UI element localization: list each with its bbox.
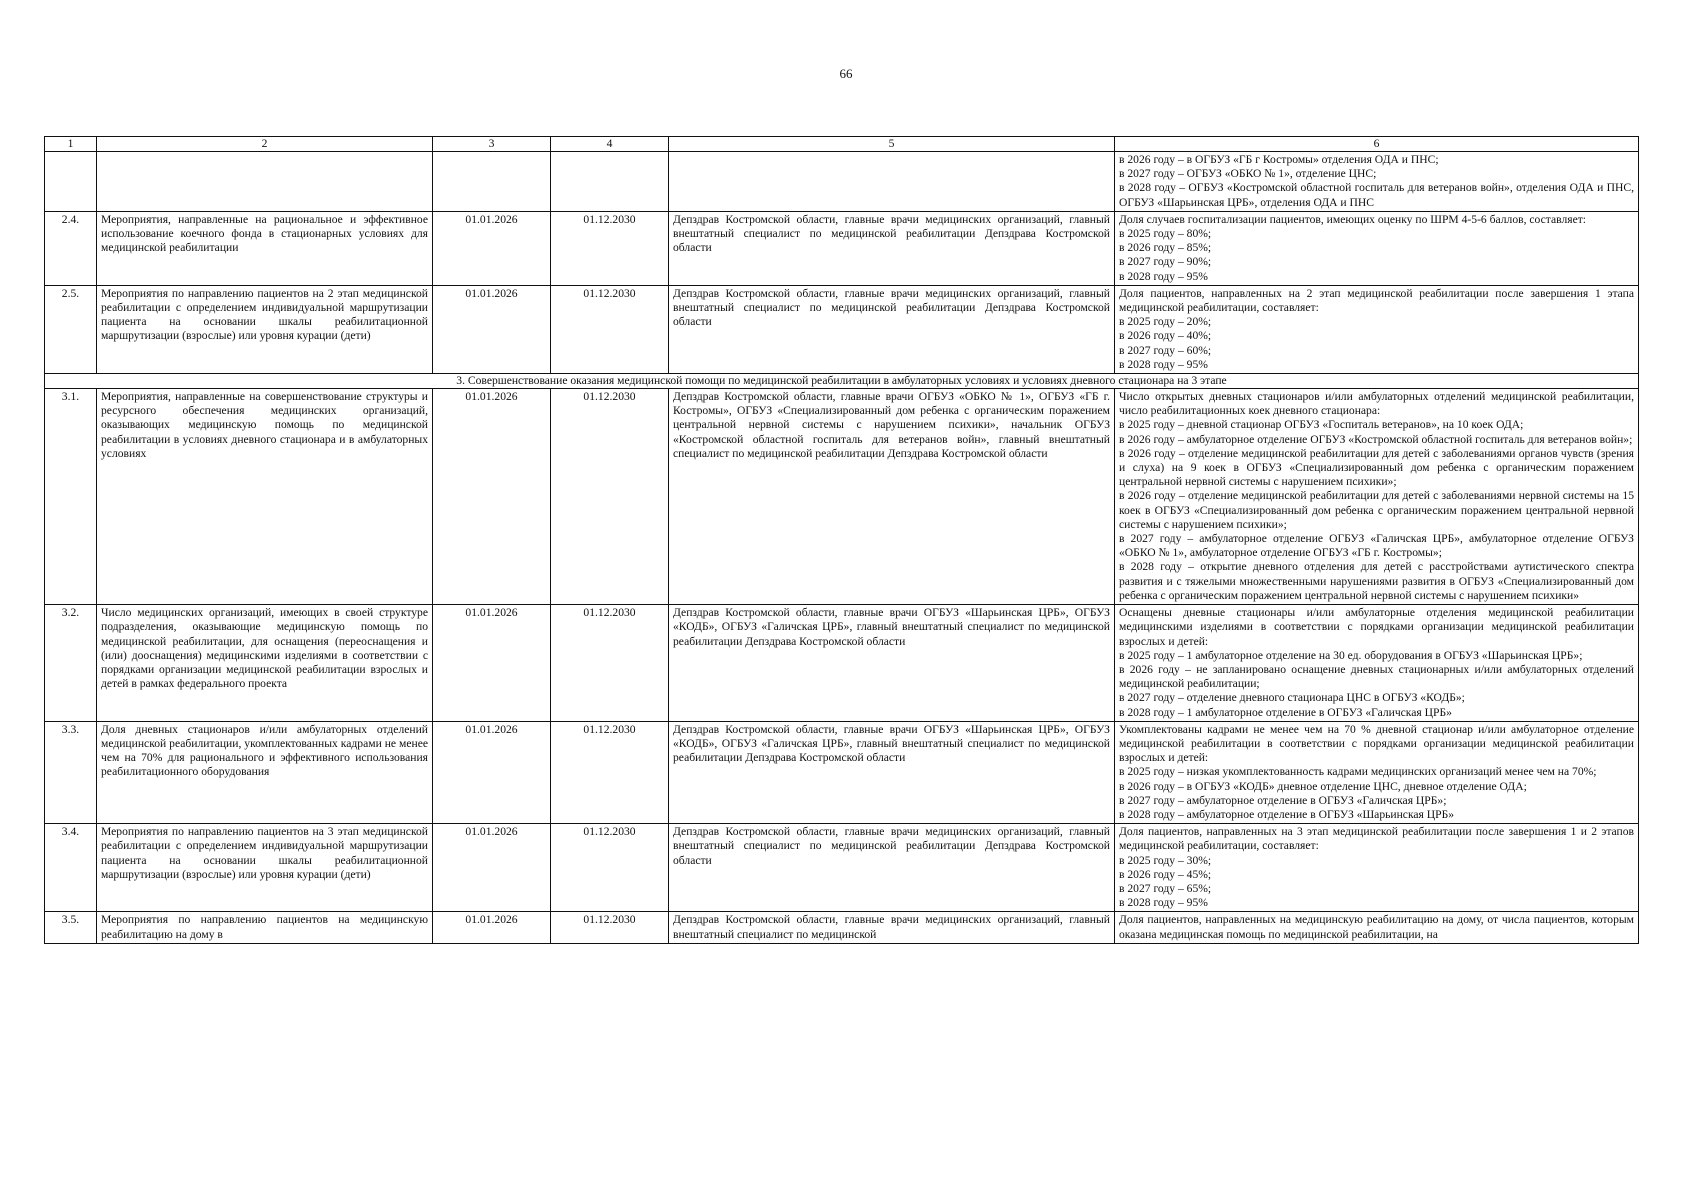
row-number-cell: 2.5. [45, 285, 97, 373]
measure-cell [97, 152, 433, 212]
result-line: в 2027 году – ОГБУЗ «ОБКО № 1», отделение ЦНС; [1119, 167, 1377, 181]
result-line: в 2026 году – не запланировано оснащение дневных стационарных и/или амбулаторных отделений медицинской реабилитации; [1119, 662, 1634, 691]
measures-table [44, 136, 1639, 944]
result-line: в 2027 году – 90%; [1119, 255, 1212, 269]
start-date-cell: 01.01.2026 [433, 824, 551, 912]
result-cell [1115, 605, 1639, 722]
start-date-cell: 01.01.2026 [433, 211, 551, 285]
header-row [45, 137, 1639, 152]
page-number: 66 [839, 66, 853, 81]
responsible-cell: Депздрав Костромской области, главные врачи медицинских организаций, главный внештатный специалист по медицинской реабилитации Депздрава Костромской области [669, 824, 1115, 912]
result-line: в 2026 году – отделение медицинской реабилитации для детей с заболеваниями органов чувств (зрения и слуха) на 9 коек в ОГБУЗ «Специализированный дом ребенка с органическим поражением центральной нервной системы с нарушением психики»; [1119, 446, 1634, 489]
result-line: в 2028 году – ОГБУЗ «Костромской областной госпиталь для ветеранов войн», отделения ОДА и ПНС, ОГБУЗ «Шарьинская ЦРБ», отделения ОДА и ПНС [1119, 181, 1634, 209]
responsible-cell: Депздрав Костромской области, главные врачи ОГБУЗ «Шарьинская ЦРБ», ОГБУЗ «КОДБ», ОГБУЗ «Галичская ЦРБ», главный внештатный специалист по медицинской реабилитации Депздрава Костромской области [669, 605, 1115, 722]
table-row [45, 605, 1639, 722]
result-line: в 2027 году – амбулаторное отделение ОГБУЗ «Галичская ЦРБ», амбулаторное отделение ОГБУЗ «ОБКО № 1», амбулаторное отделение ОГБУЗ «ГБ г. Костромы»; [1119, 532, 1634, 560]
end-date-cell [551, 152, 669, 212]
header-cell: 5 [669, 137, 1115, 152]
result-line: в 2027 году – амбулаторное отделение в ОГБУЗ «Галичская ЦРБ»; [1119, 793, 1447, 807]
result-line: Доля пациентов, направленных на 2 этап медицинской реабилитации после завершения 1 этапа медицинской реабилитации, составляет: [1119, 286, 1634, 315]
header-cell: 1 [45, 137, 97, 152]
measure-cell: Мероприятия, направленные на рациональное и эффективное использование коечного фонда в стационарных условиях для медицинской реабилитации [97, 211, 433, 285]
end-date-cell: 01.12.2030 [551, 912, 669, 943]
measure-cell: Мероприятия, направленные на совершенствование структуры и ресурсного обеспечения медицинских организаций, оказывающих медицинскую помощь по медицинской реабилитации в условиях дневного стационара и в амбулаторных условиях [97, 389, 433, 605]
result-cell [1115, 721, 1639, 823]
result-line: в 2026 году – отделение медицинской реабилитации для детей с заболеваниями нервной системы на 15 коек в ОГБУЗ «Специализированный дом ребенка с органическим поражением центральной нервной системы с нарушением психики»; [1119, 489, 1634, 531]
result-cell [1115, 824, 1639, 912]
start-date-cell: 01.01.2026 [433, 285, 551, 373]
result-line: в 2028 году – 1 амбулаторное отделение в ОГБУЗ «Галичская ЦРБ» [1119, 705, 1452, 719]
result-cell [1115, 912, 1639, 943]
result-line: в 2025 году – низкая укомплектованность кадрами медицинских организаций менее чем на 70%; [1119, 765, 1597, 779]
result-line: в 2028 году – 95% [1119, 896, 1208, 910]
measure-cell: Мероприятия по направлению пациентов на 2 этап медицинской реабилитации с определением индивидуальной маршрутизации пациента на основании шкалы реабилитационной маршрутизации (взрослые) или уровня курации (дети) [97, 285, 433, 373]
start-date-cell [433, 152, 551, 212]
row-number-cell: 3.3. [45, 721, 97, 823]
result-line: в 2027 году – 60%; [1119, 343, 1212, 357]
table-row [45, 824, 1639, 912]
result-line: Доля пациентов, направленных на 3 этап медицинской реабилитации после завершения 1 и 2 этапов медицинской реабилитации, составляет: [1119, 825, 1634, 853]
table-row [45, 285, 1639, 373]
responsible-cell: Депздрав Костромской области, главные врачи медицинских организаций, главный внештатный специалист по медицинской реабилитации Депздрава Костромской области [669, 285, 1115, 373]
table-row [45, 912, 1639, 943]
result-line: в 2026 году – 85%; [1119, 241, 1212, 255]
result-line: в 2028 году – открытие дневного отделения для детей с расстройствами аутистического спектра развития и с тяжелыми множественными нарушениями развития в ОГБУЗ «Специализированный дом ребенка с органическим поражением центральной нервной системы с нарушением психики» [1119, 560, 1634, 602]
table-row [45, 152, 1639, 212]
row-number-cell: 3.5. [45, 912, 97, 943]
result-line: в 2028 году – амбулаторное отделение в ОГБУЗ «Шарьинская ЦРБ» [1119, 807, 1455, 821]
result-line: в 2025 году – 80%; [1119, 227, 1212, 241]
row-number-cell: 2.4. [45, 211, 97, 285]
start-date-cell: 01.01.2026 [433, 389, 551, 605]
header-cell: 3 [433, 137, 551, 152]
header-cell: 6 [1115, 137, 1639, 152]
responsible-cell [669, 152, 1115, 212]
result-line: в 2025 году – 20%; [1119, 315, 1212, 329]
end-date-cell: 01.12.2030 [551, 211, 669, 285]
header-cell: 4 [551, 137, 669, 152]
result-line: Укомплектованы кадрами не менее чем на 70 % дневной стационар и/или амбулаторное отделение медицинской реабилитации в соответствии с порядками организации медицинской реабилитации взрослых и детей: [1119, 722, 1634, 765]
result-cell [1115, 389, 1639, 605]
measure-cell: Число медицинских организаций, имеющих в своей структуре подразделения, оказывающие медицинскую помощь по медицинской реабилитации, для оснащения (переоснащения и (или) дооснащения) медицинскими изделиями в соответствии с порядками организации медицинской реабилитации взрослых и детей в рамках федерального проекта [97, 605, 433, 722]
result-cell [1115, 285, 1639, 373]
row-number-cell: 3.2. [45, 605, 97, 722]
result-line: в 2026 году – в ОГБУЗ «КОДБ» дневное отделение ЦНС, дневное отделение ОДА; [1119, 779, 1527, 793]
end-date-cell: 01.12.2030 [551, 389, 669, 605]
end-date-cell: 01.12.2030 [551, 285, 669, 373]
section-title: 3. Совершенствование оказания медицинской помощи по медицинской реабилитации в амбулаторных условиях и условиях дневного стационара на 3 этапе [45, 374, 1639, 389]
responsible-cell: Депздрав Костромской области, главные врачи ОГБУЗ «Шарьинская ЦРБ», ОГБУЗ «КОДБ», ОГБУЗ «Галичская ЦРБ», главный внештатный специалист по медицинской реабилитации Депздрава Костромской области [669, 721, 1115, 823]
row-number-cell: 3.4. [45, 824, 97, 912]
responsible-cell: Депздрав Костромской области, главные врачи ОГБУЗ «ОБКО № 1», ОГБУЗ «ГБ г. Костромы», ОГБУЗ «Специализированный дом ребенка с органическим поражением центральной нервной системы с нарушением психики», начальник ОГБУЗ «Костромской областной госпиталь для ветеранов войн», главный внештатный специалист по медицинской реабилитации Депздрава Костромской области [669, 389, 1115, 605]
result-line: в 2028 году – 95% [1119, 357, 1208, 371]
result-line: Доля случаев госпитализации пациентов, имеющих оценку по ШРМ 4-5-6 баллов, составляет: [1119, 212, 1587, 226]
result-line: в 2025 году – 30%; [1119, 853, 1212, 867]
result-line: в 2025 году – 1 амбулаторное отделение на 30 ед. оборудования в ОГБУЗ «Шарьинская ЦРБ»; [1119, 648, 1583, 662]
result-line: в 2026 году – 40%; [1119, 329, 1212, 343]
table-row [45, 211, 1639, 285]
start-date-cell: 01.01.2026 [433, 605, 551, 722]
header-cell: 2 [97, 137, 433, 152]
table-row [45, 389, 1639, 605]
end-date-cell: 01.12.2030 [551, 721, 669, 823]
measure-cell: Мероприятия по направлению пациентов на 3 этап медицинской реабилитации с определением индивидуальной маршрутизации пациента на основании шкалы реабилитационной маршрутизации (взрослые) или уровня курации (дети) [97, 824, 433, 912]
table-row [45, 721, 1639, 823]
result-line: в 2026 году – 45%; [1119, 867, 1212, 881]
end-date-cell: 01.12.2030 [551, 824, 669, 912]
result-line: Доля пациентов, направленных на медицинскую реабилитацию на дому, от числа пациентов, которым оказана медицинская помощь по медицинской реабилитации, на [1119, 913, 1634, 941]
start-date-cell: 01.01.2026 [433, 721, 551, 823]
end-date-cell: 01.12.2030 [551, 605, 669, 722]
section-row [45, 374, 1639, 389]
row-number-cell [45, 152, 97, 212]
measure-cell: Доля дневных стационаров и/или амбулаторных отделений медицинской реабилитации, укомплектованных кадрами не менее чем на 70% для рационального и эффективного использования реабилитационного оборудования [97, 721, 433, 823]
responsible-cell: Депздрав Костромской области, главные врачи медицинских организаций, главный внештатный специалист по медицинской реабилитации Депздрава Костромской области [669, 211, 1115, 285]
result-line: в 2027 году – отделение дневного стационара ЦНС в ОГБУЗ «КОДБ»; [1119, 691, 1465, 705]
result-line: в 2028 году – 95% [1119, 269, 1208, 283]
result-line: Число открытых дневных стационаров и/или амбулаторных отделений медицинской реабилитации, число реабилитационных коек дневного стационара: [1119, 390, 1634, 418]
result-line: в 2025 году – дневной стационар ОГБУЗ «Госпиталь ветеранов», на 10 коек ОДА; [1119, 418, 1524, 432]
result-cell [1115, 211, 1639, 285]
result-line: в 2026 году – в ОГБУЗ «ГБ г Костромы» отделения ОДА и ПНС; [1119, 153, 1439, 166]
measure-cell: Мероприятия по направлению пациентов на медицинскую реабилитацию на дому в [97, 912, 433, 943]
row-number-cell: 3.1. [45, 389, 97, 605]
result-line: Оснащены дневные стационары и/или амбулаторные отделения медицинской реабилитации медицинскими изделиями в соответствии с порядками организации медицинской реабилитации взрослых и детей: [1119, 606, 1634, 648]
result-cell [1115, 152, 1639, 212]
result-line: в 2026 году – амбулаторное отделение ОГБУЗ «Костромской областной госпиталь для ветеранов войн»; [1119, 432, 1633, 446]
result-line: в 2027 году – 65%; [1119, 881, 1212, 895]
start-date-cell: 01.01.2026 [433, 912, 551, 943]
responsible-cell: Депздрав Костромской области, главные врачи медицинских организаций, главный внештатный специалист по медицинской [669, 912, 1115, 943]
